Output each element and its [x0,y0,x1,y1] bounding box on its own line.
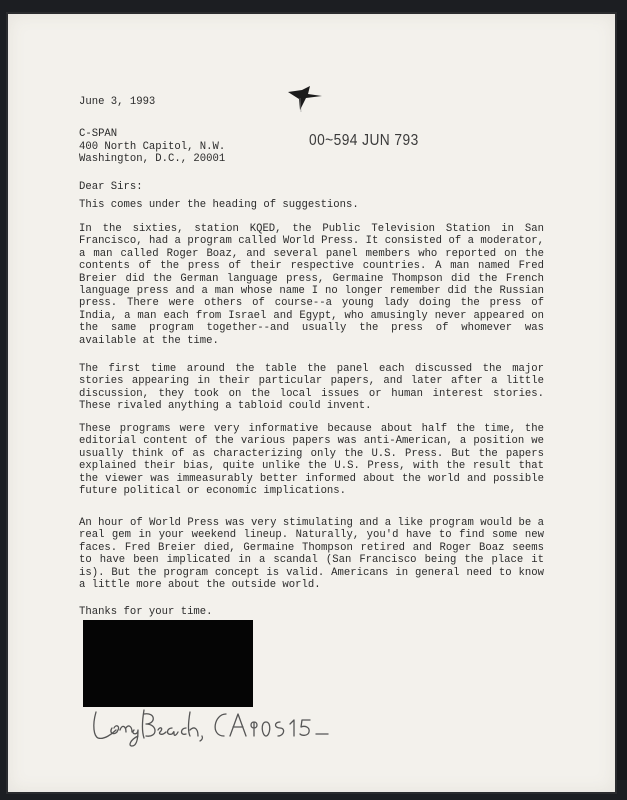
received-stamp: 00~594 JUN 793 [309,132,419,149]
salutation: Dear Sirs: [79,181,143,193]
ink-mark-icon [284,84,328,114]
letter-date: June 3, 1993 [79,96,156,108]
paragraph-2: In the sixties, station KQED, the Public Television Station in San Francisco, had a program called World Press. It consisted of a moderator, a man called Roger Boaz, and several panel members who reported on the contents of the press of their respective countries. A man named Fred Breier did the German language press, Germaine Thompson did the French language press and a man whose name I no longer remember did the Russian press. There were others of course--a young lady doing the press of India, a man each from Israel and Egypt, who amusingly never appeared on the same program together--and usually the press of whomever was available at the time. [79,223,544,347]
handwritten-address-signature [90,700,330,750]
address-line-2: 400 North Capitol, N.W. [79,141,226,153]
paragraph-1: This comes under the heading of suggestions. [79,199,359,211]
closing: Thanks for your time. [79,606,213,618]
redacted-signature-block [83,620,253,707]
address-line-3: Washington, D.C., 20001 [79,153,226,165]
paragraph-5: An hour of World Press was very stimulating and a like program would be a real gem in your weekend lineup. Naturally, you'd have to find some new faces. Fred Breier died, Germaine Thompson retired and Roger Boaz seems to have been implicated in a scandal (San Francisco being the place it is). But the program concept is valid. Americans in general need to know a little more about the outside world. [79,517,544,592]
paragraph-4: These programs were very informative because about half the time, the editorial content of the various papers was anti-American, a position we usually think of as characterizing only the U.S. Press. But the papers explained their bias, quite unlike the U.S. Press, with the result that the viewer was immeasurably better informed about the world and possible future political or economic implications. [79,423,544,498]
scan-edge-strip [617,20,627,780]
paragraph-3: The first time around the table the panel each discussed the major stories appearing in their particular papers, and later after a little discussion, they took on the local issues or human interest stories. These rivaled anything a tabloid could invent. [79,363,544,413]
address-line-1: C-SPAN [79,128,118,140]
